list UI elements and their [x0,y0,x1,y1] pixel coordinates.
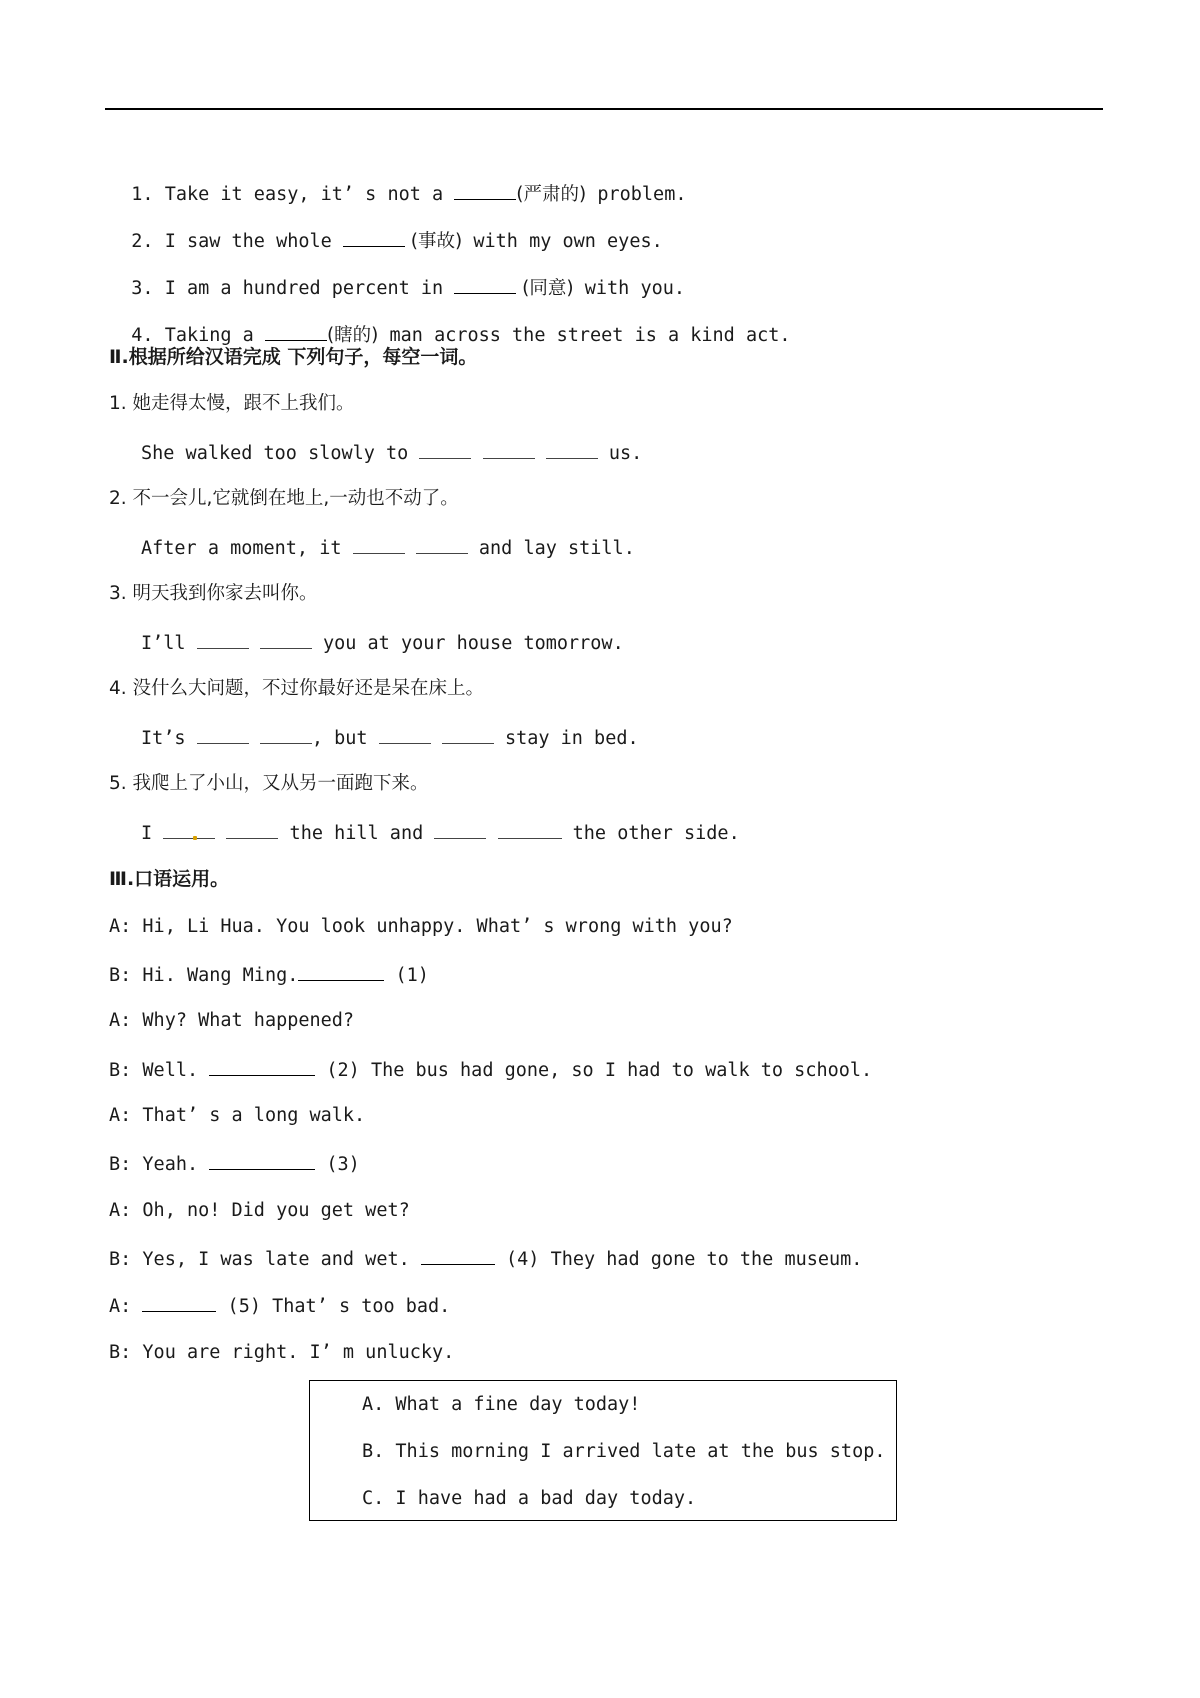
dialogue-line-1 [109,915,733,939]
dialogue-line-2 [109,962,429,988]
item-number: 1. [131,184,154,205]
section2-cn-4 [109,677,484,701]
answer-blank[interactable] [209,1057,315,1076]
item-text: I [141,823,164,844]
answer-blank[interactable] [260,725,312,744]
answer-blank[interactable] [265,322,327,341]
section2-en-4 [141,725,639,751]
item-chinese: 没什么大问题，不过你最好还是呆在床上。 [132,678,485,699]
item-text: stay in bed. [493,728,639,749]
item-chinese: 不一会儿,它就倒在地上,一动也不动了。 [132,488,459,509]
speaker-label: A: [109,916,132,937]
item-text: with my own eyes. [462,231,663,252]
dialogue-text: Yes, I was late and wet. [142,1249,421,1270]
dialogue-text: (1) [384,965,429,986]
item-text: the hill and [278,823,435,844]
speaker-label: A: [109,1105,132,1126]
item-text: , but [311,728,379,749]
item-text: After a moment, it [141,538,353,559]
dialogue-text: Hi, Li Hua. You look unhappy. What’ s wrong with you? [142,916,733,937]
speaker-label: A: [109,1010,132,1031]
answer-blank[interactable] [197,725,249,744]
dialogue-text: Why? What happened? [142,1010,355,1031]
item-text: I saw the whole [164,231,343,252]
answer-blank[interactable] [483,440,535,459]
part1-item-3 [109,251,685,301]
item-number: 2. [109,488,127,509]
dialogue-text: That’ s a long walk. [142,1105,366,1126]
answer-blank[interactable] [454,275,516,294]
option-a: A. What a fine day today! [362,1394,641,1415]
dialogue-text: Well. [142,1060,210,1081]
dialogue-line-8 [109,1246,862,1272]
section2-cn-1 [109,392,355,416]
item-text: us. [597,443,643,464]
section2-en-1 [141,440,642,466]
speaker-label: B: [109,1342,132,1363]
item-number: 5. [109,773,127,794]
dialogue-line-9 [109,1293,450,1319]
part1-item-4 [109,298,791,348]
answer-blank[interactable] [197,630,249,649]
dialogue-text: (4) They had gone to the museum. [494,1249,863,1270]
item-text: and lay still. [467,538,635,559]
dialogue-text: Hi. Wang Ming. [142,965,299,986]
dialogue-line-3 [109,1009,354,1033]
dialogue-text: Oh, no! Did you get wet? [142,1200,410,1221]
item-text: I’ll [141,633,197,654]
answer-blank[interactable] [142,1293,216,1312]
answer-blank[interactable] [209,1151,315,1170]
item-hint: (严肃的) [516,184,587,205]
dialogue-text: You are right. I’ m unlucky. [142,1342,455,1363]
item-text: Take it easy, it’ s not a [164,184,455,205]
section3-heading: Ⅲ.口语运用。 [109,868,230,890]
speaker-label: A: [109,1296,132,1317]
item-text: She walked too slowly to [141,443,420,464]
part1-item-1 [109,157,686,207]
dialogue-line-7 [109,1199,410,1223]
section2-cn-5 [109,772,429,796]
section2-en-2 [141,535,635,561]
section2-heading: Ⅱ.根据所给汉语完成 下列句子，每空一词。 [109,346,478,368]
answer-blank[interactable] [419,440,471,459]
answer-blank[interactable] [416,535,468,554]
item-chinese: 她走得太慢，跟不上我们。 [132,393,355,414]
dialogue-line-6 [109,1151,360,1177]
speaker-label: B: [109,1154,132,1175]
header-rule [105,108,1103,110]
item-hint: (事故) [404,231,463,252]
speaker-label: B: [109,1249,132,1270]
item-number: 3. [109,583,127,604]
speaker-label: A: [109,1200,132,1221]
answer-blank[interactable] [379,725,431,744]
answer-blank[interactable] [498,820,562,839]
item-text: man across the street is a kind act. [378,325,791,346]
item-hint: (同意) [516,278,574,299]
item-text: I am a hundred percent in [164,278,455,299]
speaker-label: B: [109,965,132,986]
option-b: B. This morning I arrived late at the bus stop. [362,1441,886,1462]
dialogue-text: (2) The bus had gone, so I had to walk to school. [315,1060,873,1081]
dialogue-text: (5) That’ s too bad. [216,1296,451,1317]
item-text: with you. [573,278,686,299]
answer-blank[interactable] [421,1246,495,1265]
answer-blank[interactable] [298,962,384,981]
dialogue-line-10 [109,1341,454,1365]
item-chinese: 我爬上了小山，又从另一面跑下来。 [132,773,429,794]
dialogue-text: Yeah. [142,1154,210,1175]
part1-item-2 [109,204,663,254]
item-number: 4. [109,678,127,699]
answer-blank[interactable] [343,228,405,247]
item-number: 2. [131,231,154,252]
item-text: It’s [141,728,197,749]
item-number: 1. [109,393,127,414]
answer-blank[interactable] [353,535,405,554]
section2-cn-2 [109,487,459,511]
options-box [309,1380,897,1521]
section2-en-3 [141,630,624,656]
answer-blank[interactable] [434,820,486,839]
dialogue-line-4 [109,1057,872,1083]
section2-en-5 [141,820,740,846]
item-text: the other side. [561,823,740,844]
dialogue-line-5 [109,1104,365,1128]
item-number: 3. [131,278,154,299]
answer-blank[interactable] [260,630,312,649]
marker-dot [193,836,197,840]
answer-blank[interactable] [163,820,215,839]
answer-blank[interactable] [226,820,278,839]
answer-blank[interactable] [442,725,494,744]
speaker-label: B: [109,1060,132,1081]
item-text: Taking a [164,325,265,346]
item-text: you at your house tomorrow. [311,633,624,654]
item-chinese: 明天我到你家去叫你。 [132,583,318,604]
dialogue-text: (3) [315,1154,360,1175]
item-hint: (瞎的) [326,325,379,346]
item-text: problem. [586,184,687,205]
answer-blank[interactable] [454,181,516,200]
answer-blank[interactable] [546,440,598,459]
section2-cn-3 [109,582,318,606]
item-number: 4. [131,325,154,346]
option-c: C. I have had a bad day today. [362,1488,697,1509]
